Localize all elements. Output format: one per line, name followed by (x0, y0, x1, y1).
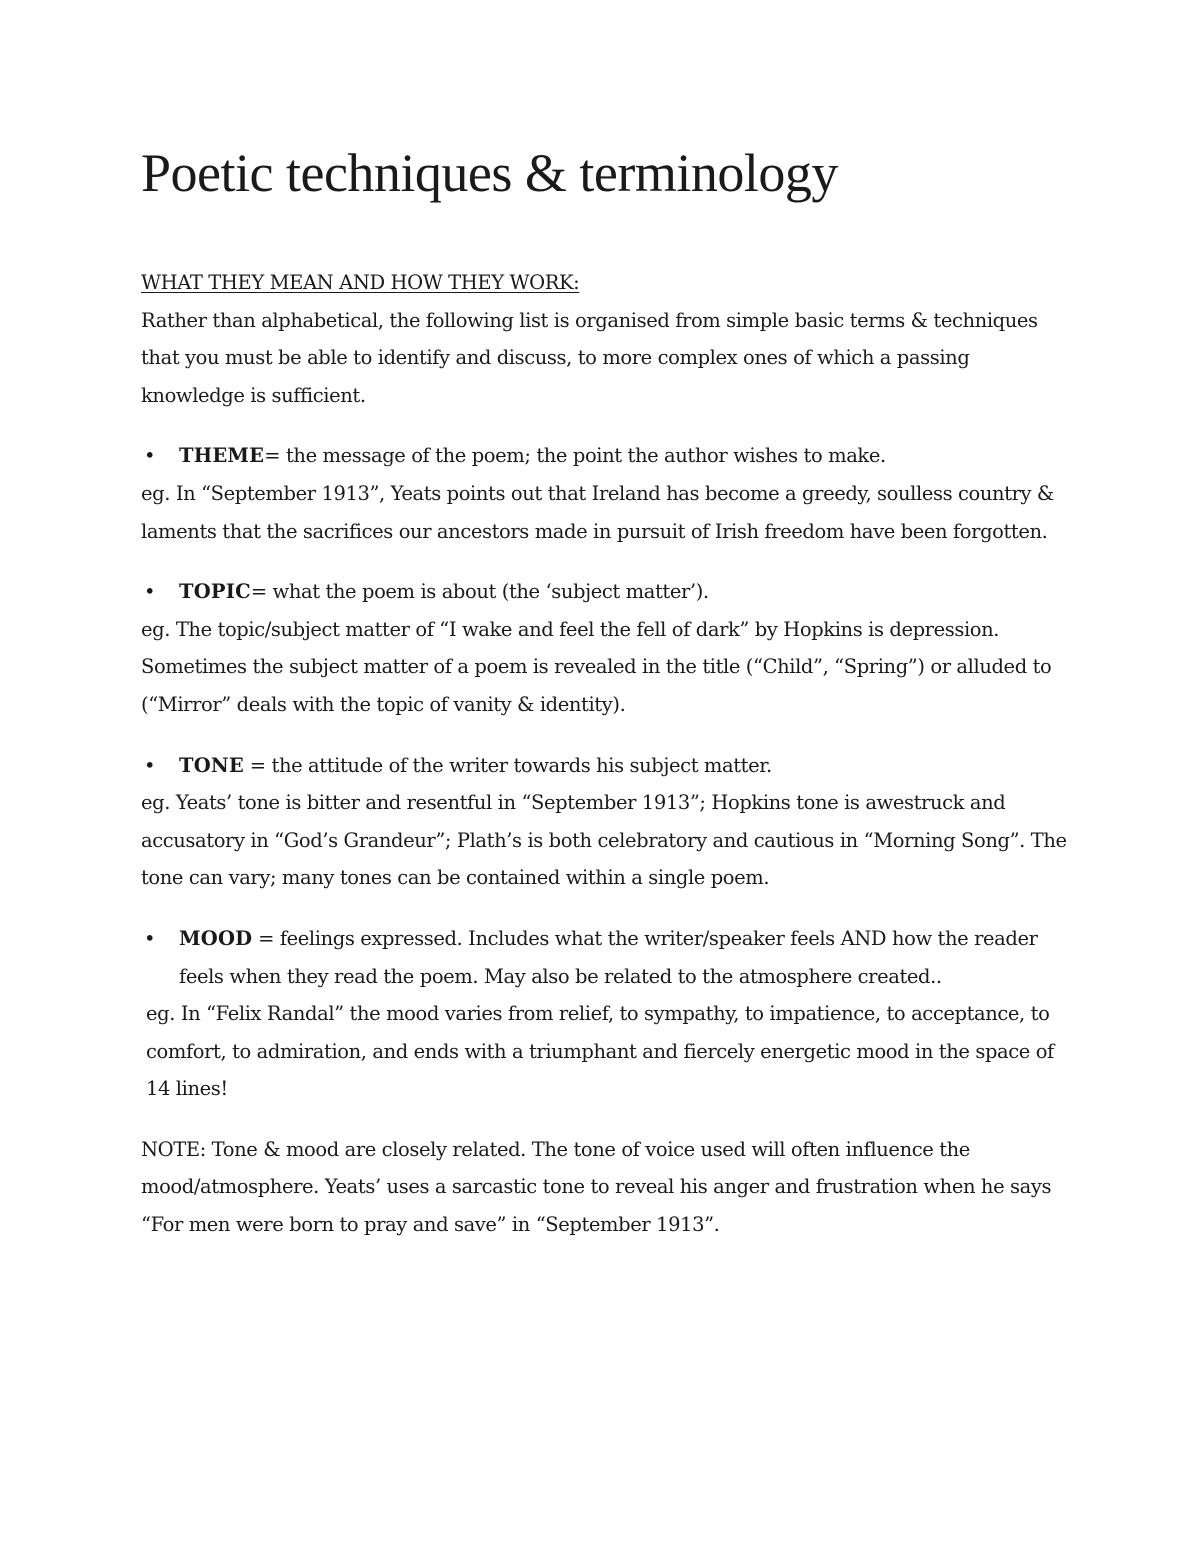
page-title: Poetic techniques & terminology (141, 143, 838, 203)
term-label: MOOD (179, 926, 253, 950)
note-paragraph: NOTE: Tone & mood are closely related. The tone of voice used will often influence the mood/atmosphere. Yeats’ uses a sarcastic tone to reveal his anger and frustration when he says “For men were born to pray and save” in “September 1913”. (141, 1137, 1052, 1237)
term-label: TONE (179, 753, 244, 777)
bullet-icon: • (144, 926, 156, 950)
term-definition-line (179, 573, 1071, 611)
bullet-icon: • (144, 444, 156, 468)
bullet-icon: • (144, 580, 156, 604)
bullet-icon: • (144, 753, 156, 777)
term-definition-line (179, 747, 1071, 785)
section-subheading: WHAT THEY MEAN AND HOW THEY WORK: (141, 271, 580, 294)
term-mood (141, 920, 1071, 1108)
term-example: eg. Yeats’ tone is bitter and resentful in “September 1913”; Hopkins tone is awestruck and accusatory in “God’s Grandeur”; Plath’s is both celebratory and cautious in “Morning Song”. The tone can vary; many tones can be contained within a single poem. (141, 791, 1067, 890)
bullet-line (141, 920, 1071, 995)
bullet-line (141, 437, 1071, 475)
term-definition: = feelings expressed. Includes what the writer/speaker feels AND how the reader feels when they read the poem. May also be related to the atmosphere created.. (179, 926, 1038, 988)
intro-paragraph: Rather than alphabetical, the following list is organised from simple basic terms & techniques that you must be able to identify and discuss, to more complex ones of which a passing knowledge is sufficient. (141, 308, 1038, 407)
term-definition: = what the poem is about (the ‘subject matter’). (250, 580, 709, 604)
bullet-line (141, 747, 1071, 785)
term-definition-line (179, 437, 1071, 475)
term-label: THEME (179, 444, 265, 468)
document-page (141, 140, 1071, 1263)
term-theme (141, 437, 1071, 550)
term-tone (141, 747, 1071, 897)
bullet-line (141, 573, 1071, 611)
term-definition: = the message of the poem; the point the author wishes to make. (264, 444, 886, 468)
term-label: TOPIC (179, 580, 251, 604)
term-example: eg. The topic/subject matter of “I wake and feel the fell of dark” by Hopkins is depression. Sometimes the subject matter of a poem is revealed in the title (“Child”, “Spring”) or alluded to (“Mirror” deals with the topic of vanity & identity). (141, 617, 1052, 716)
term-example: eg. In “September 1913”, Yeats points out that Ireland has become a greedy, soulless country & laments that the sacrifices our ancestors made in pursuit of Irish freedom have been forgotten. (141, 481, 1054, 543)
term-example: eg. In “Felix Randal” the mood varies from relief, to sympathy, to impatience, to acceptance, to comfort, to admiration, and ends with a triumphant and fiercely energetic mood in the space of 14 lines! (146, 1002, 1054, 1101)
term-topic (141, 573, 1071, 723)
term-definition: = the attitude of the writer towards his subject matter. (243, 753, 772, 777)
term-definition-line (179, 920, 1071, 995)
